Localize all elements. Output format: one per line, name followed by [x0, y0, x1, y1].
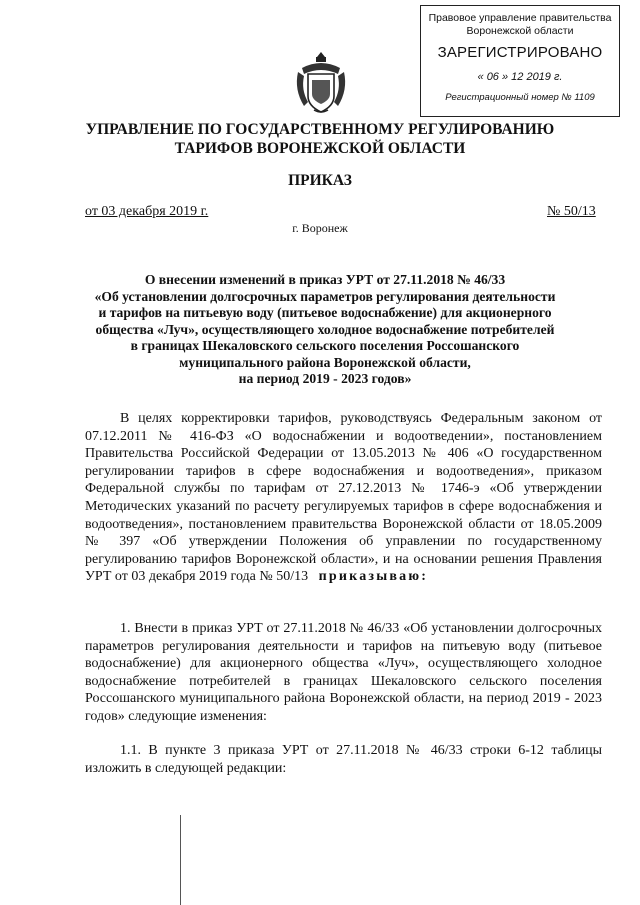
stamp-org-line2: Воронежской области	[466, 25, 574, 37]
order-command: приказываю:	[318, 569, 429, 585]
clause-1: 1. Внести в приказ УРТ от 27.11.2018 № 46/33 «Об установлении долгосрочных параметров регулирования деятельности и тарифов на питьевую воду (питьевое водоснабжение) для акционерного общества «Луч», осуществляющего холодное водоснабжение потребителей в границах Шекаловского сельского поселения Россошанского муниципального района Воронежской области, на период 2019 - 2023 годов» следующие изменения:	[85, 621, 602, 724]
coat-of-arms-icon	[294, 50, 348, 116]
preamble-text: В целях корректировки тарифов, руководствуясь Федеральным законом от 07.12.2011 № 416-ФЗ «О водоснабжении и водоотведении», постановлением Правительства Российской Федерации от 13.05.2013 № 406 «О государственном регулировании тарифов в сфере водоснабжения и водоотведения», приказом Федеральной службы по тарифам от 27.12.2013 № 1746-э «Об утверждении Методических указаний по расчету регулируемых тарифов в сфере водоснабжения и водоотведения», постановлением правительства Воронежской области от 18.05.2009 № 397 «Об утверждении Положения об управлении по государственному регулированию тарифов Воронежской области», и на основании решения Правления УРТ от 03 декабря 2019 года № 50/13	[85, 411, 602, 585]
document-number: № 50/13	[547, 204, 596, 219]
stamp-registered: ЗАРЕГИСТРИРОВАНО	[437, 44, 603, 61]
subject-line4: общества «Луч», осуществляющего холодное водоснабжение потребителей	[95, 321, 555, 337]
subject-line7: на период 2019 - 2023 годов»	[238, 371, 412, 386]
header-line2: ТАРИФОВ ВОРОНЕЖСКОЙ ОБЛАСТИ	[174, 140, 466, 157]
stamp-org-line1: Правовое управление правительства	[428, 12, 612, 24]
issuer-header	[0, 120, 640, 158]
subject-line1: О внесении изменений в приказ УРТ от 27.11.2018 № 46/33	[144, 272, 506, 287]
preamble-paragraph	[85, 410, 602, 586]
stamp-date: « 06 » 12 2019 г.	[477, 71, 563, 83]
subject-line6: муниципального района Воронежской области,	[179, 354, 471, 370]
subject-line2: «Об установлении долгосрочных параметров регулирования деятельности	[94, 288, 556, 304]
document-subject	[80, 272, 570, 388]
document-type: ПРИКАЗ	[288, 172, 352, 189]
stamp-reg-number: Регистрационный номер № 1109	[445, 92, 595, 103]
registration-stamp	[420, 5, 620, 117]
header-line1: УПРАВЛЕНИЕ ПО ГОСУДАРСТВЕННОМУ РЕГУЛИРОВАНИЮ	[85, 121, 555, 138]
stamp-org	[421, 12, 619, 38]
subject-line5: в границах Шекаловского сельского поселения Россошанского	[130, 338, 520, 353]
clause-1-1: 1.1. В пункте 3 приказа УРТ от 27.11.2018 № 46/33 строки 6-12 таблицы изложить в следующей редакции:	[85, 743, 602, 776]
margin-line	[180, 815, 181, 905]
document-city: г. Воронеж	[292, 221, 348, 235]
subject-line3: и тарифов на питьевую воду (питьевое водоснабжение) для акционерного	[98, 305, 552, 320]
document-date: от 03 декабря 2019 г.	[85, 204, 209, 219]
